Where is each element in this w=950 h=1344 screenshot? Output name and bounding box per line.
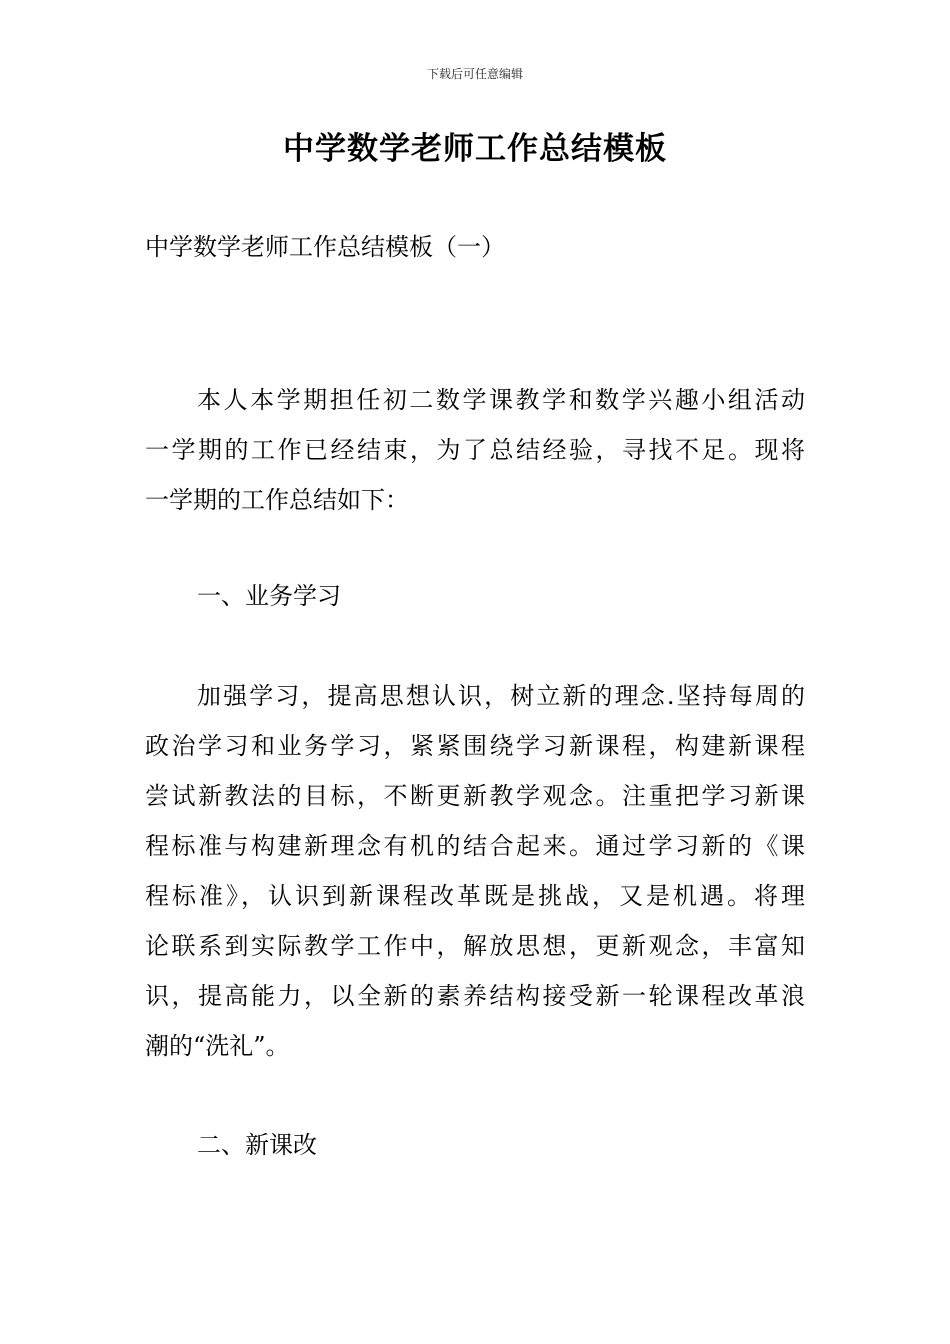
paragraph-line: 尝试新教法的目标，不断更新教学观念。注重把学习新课 (145, 782, 805, 810)
paragraph-line: 识，提高能力，以全新的素养结构接受新一轮课程改革浪 (145, 982, 805, 1010)
section-heading-text: 一、业务学习 (197, 582, 341, 610)
section1-paragraph (145, 671, 805, 1071)
document-subtitle (145, 222, 805, 272)
paragraph-line: 论联系到实际教学工作中，解放思想，更新观念，丰富知 (145, 932, 805, 960)
subtitle-text: 中学数学老师工作总结模板（一） (145, 233, 505, 261)
paragraph-line: 加强学习，提高思想认识，树立新的理念.坚持每周的 (197, 682, 805, 710)
document-title: 中学数学老师工作总结模板 (283, 131, 667, 167)
intro-paragraph (145, 375, 805, 525)
header-note: 下载后可任意编辑 (426, 67, 523, 81)
paragraph-line: 程标准》，认识到新课程改革既是挑战，又是机遇。将理 (145, 882, 805, 910)
section-heading-1 (145, 571, 805, 621)
section-heading-text: 二、新课改 (197, 1131, 317, 1159)
paragraph-line: 一学期的工作已经结束，为了总结经验，寻找不足。现将 (145, 436, 805, 464)
paragraph-line: 政治学习和业务学习，紧紧围绕学习新课程，构建新课程 (145, 732, 805, 760)
section-heading-2 (145, 1120, 805, 1170)
paragraph-line: 本人本学期担任初二数学课教学和数学兴趣小组活动 (197, 386, 805, 414)
paragraph-line: 一学期的工作总结如下： (145, 486, 409, 514)
paragraph-line: 程标准与构建新理念有机的结合起来。通过学习新的《课 (145, 832, 805, 860)
paragraph-line: 潮的“洗礼”。 (145, 1032, 290, 1060)
